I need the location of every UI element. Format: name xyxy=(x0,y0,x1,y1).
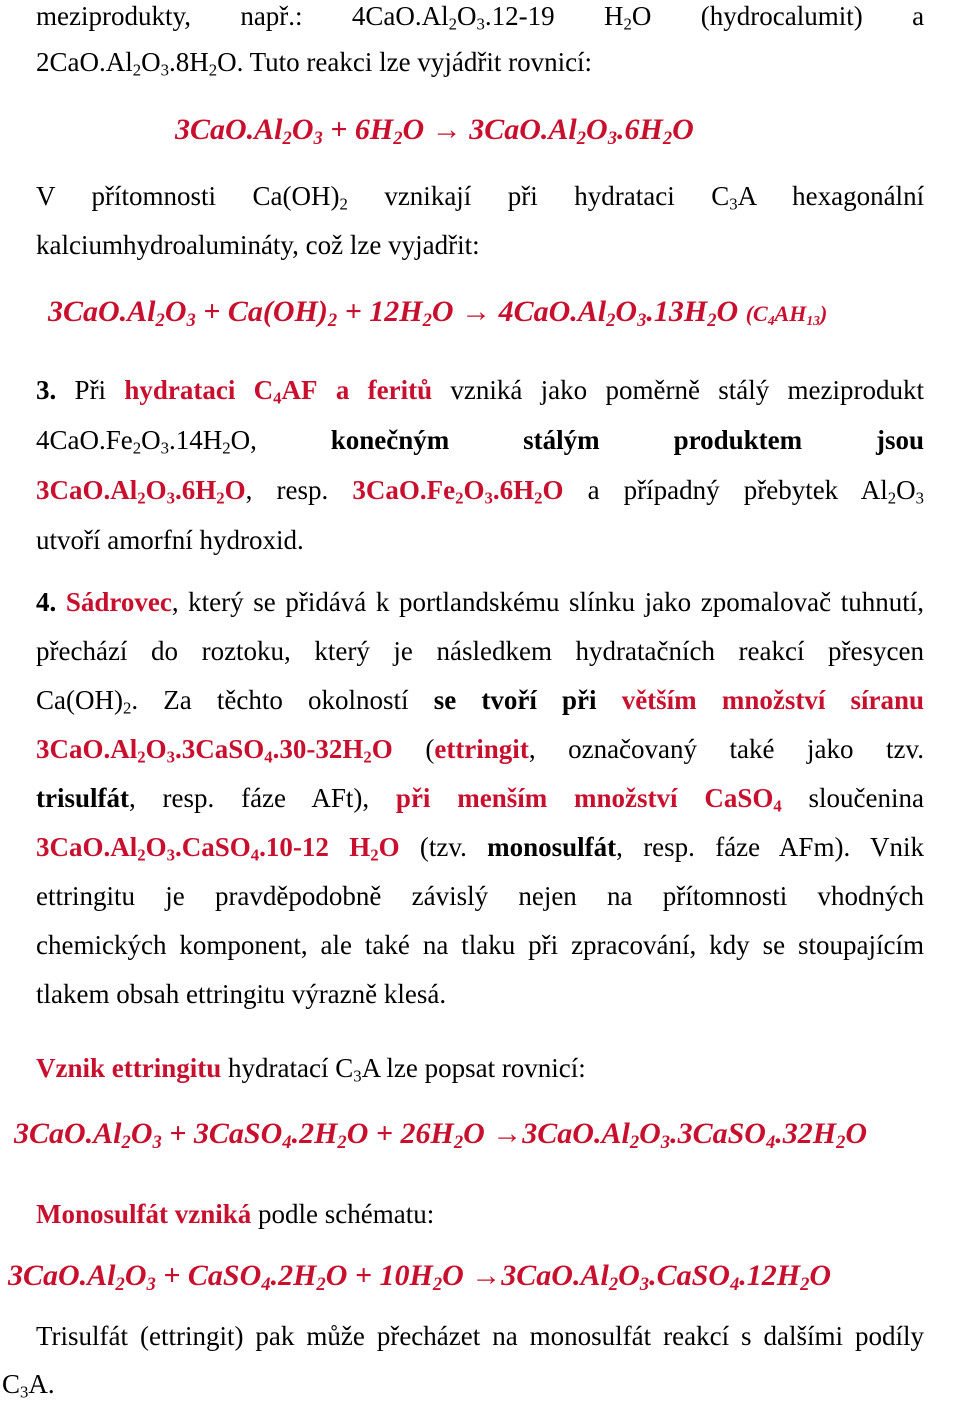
equation-with-calcium-hydroxide: $3CaO.Al_2O_3 + Ca(OH)_2 + 12H_2O \to 4CaO.Al_2O_3.13H_2O$ $(C_4AH_{13})$ xyxy=(48,295,828,332)
equation-hydration-c3a: $3CaO.Al_2O_3 + 6H_2O \to 3CaO.Al_2O_3.6H_2O$ xyxy=(175,113,694,150)
text-line-25: $C_3A$. xyxy=(2,1369,55,1402)
text-line-12: přechází do roztoku, který je následkem hydratačních reakcí přesycen xyxy=(36,636,924,666)
text-line-15: trisulfát, resp. fáze AFt), při menším množství CaSO$_4$ sloučenina xyxy=(36,783,925,816)
text-line-11: 4. Sádrovec, který se přidává k portlandskému slínku jako zpomalovač tuhnutí, xyxy=(36,587,924,617)
text-line-20: Vznik ettringitu hydratací $C_3A$ lze popsat rovnicí: xyxy=(36,1053,586,1086)
text-line-13: $Ca(OH)_2$. Za těchto okolností se tvoří při větším množství síranu xyxy=(36,685,925,718)
text-line-10: utvoří amorfní hydroxid. xyxy=(36,525,304,555)
text-line-8: $4CaO.Fe_2O_3.14H_2O$, konečným stálým produktem jsou xyxy=(36,425,924,458)
arrow-icon: → xyxy=(471,1259,502,1292)
arrow-icon: → xyxy=(431,113,462,146)
text-line-9: $3CaO.Al_2O_3.6H_2O$, resp. $3CaO.Fe_2O_3.6H_2O$ a případný přebytek $Al_2O_3$ xyxy=(36,475,925,508)
text-line-16: $3CaO.Al_2O_3.CaSO_4.10-12$ $H_2O$ (tzv. monosulfát, resp. fáze AFm). Vnik xyxy=(36,832,924,865)
text-line-7: 3. Při hydrataci $C_4AF$ a feritů vzniká jako poměrně stálý meziprodukt xyxy=(36,375,924,408)
text-line-1: meziprodukty, např.: $4CaO.Al_2O_3.12-19$ $H_2O$ (hydrocalumit) a xyxy=(36,1,925,34)
arrow-icon: → xyxy=(461,295,492,328)
text-line-22: Monosulfát vzniká podle schématu: xyxy=(36,1199,435,1229)
text-line-24: Trisulfát (ettringit) pak může přecházet na monosulfát reakcí s dalšími podíly xyxy=(36,1321,924,1351)
text-line-18: chemických komponent, ale také na tlaku při zpracování, kdy se stoupajícím xyxy=(36,930,924,960)
text-line-4: V přítomnosti $Ca(OH)_2$ vznikají při hydrataci $C_3A$ hexagonální xyxy=(36,181,925,214)
text-line-14: $3CaO.Al_2O_3.3CaSO_4.30-32H_2O$ (ettringit, označovaný také jako tzv. xyxy=(36,734,925,767)
text-line-19: tlakem obsah ettringitu výrazně klesá. xyxy=(36,979,447,1009)
equation-ettringit: $3CaO.Al_2O_3$ + $3CaSO_4.2H_2O + 26H_2O$ $\to 3CaO.Al_2O_3.3CaSO_4.32H_2O$ xyxy=(14,1117,868,1154)
text-line-2: $2CaO.Al_2O_3.8H_2O$. Tuto reakci lze vyjádřit rovnicí: xyxy=(36,47,593,80)
text-line-5: kalciumhydroalumináty, což lze vyjadřit: xyxy=(36,230,480,260)
arrow-icon: → xyxy=(492,1117,523,1150)
text-line-17: ettringitu je pravděpodobně závislý nejen na přítomnosti vhodných xyxy=(36,881,924,911)
equation-monosulfat: $3CaO.Al_2O_3$ + $CaSO_4.2H_2O + 10H_2O$ $\to 3CaO.Al_2O_3.CaSO_4.12H_2O$ xyxy=(8,1259,832,1296)
